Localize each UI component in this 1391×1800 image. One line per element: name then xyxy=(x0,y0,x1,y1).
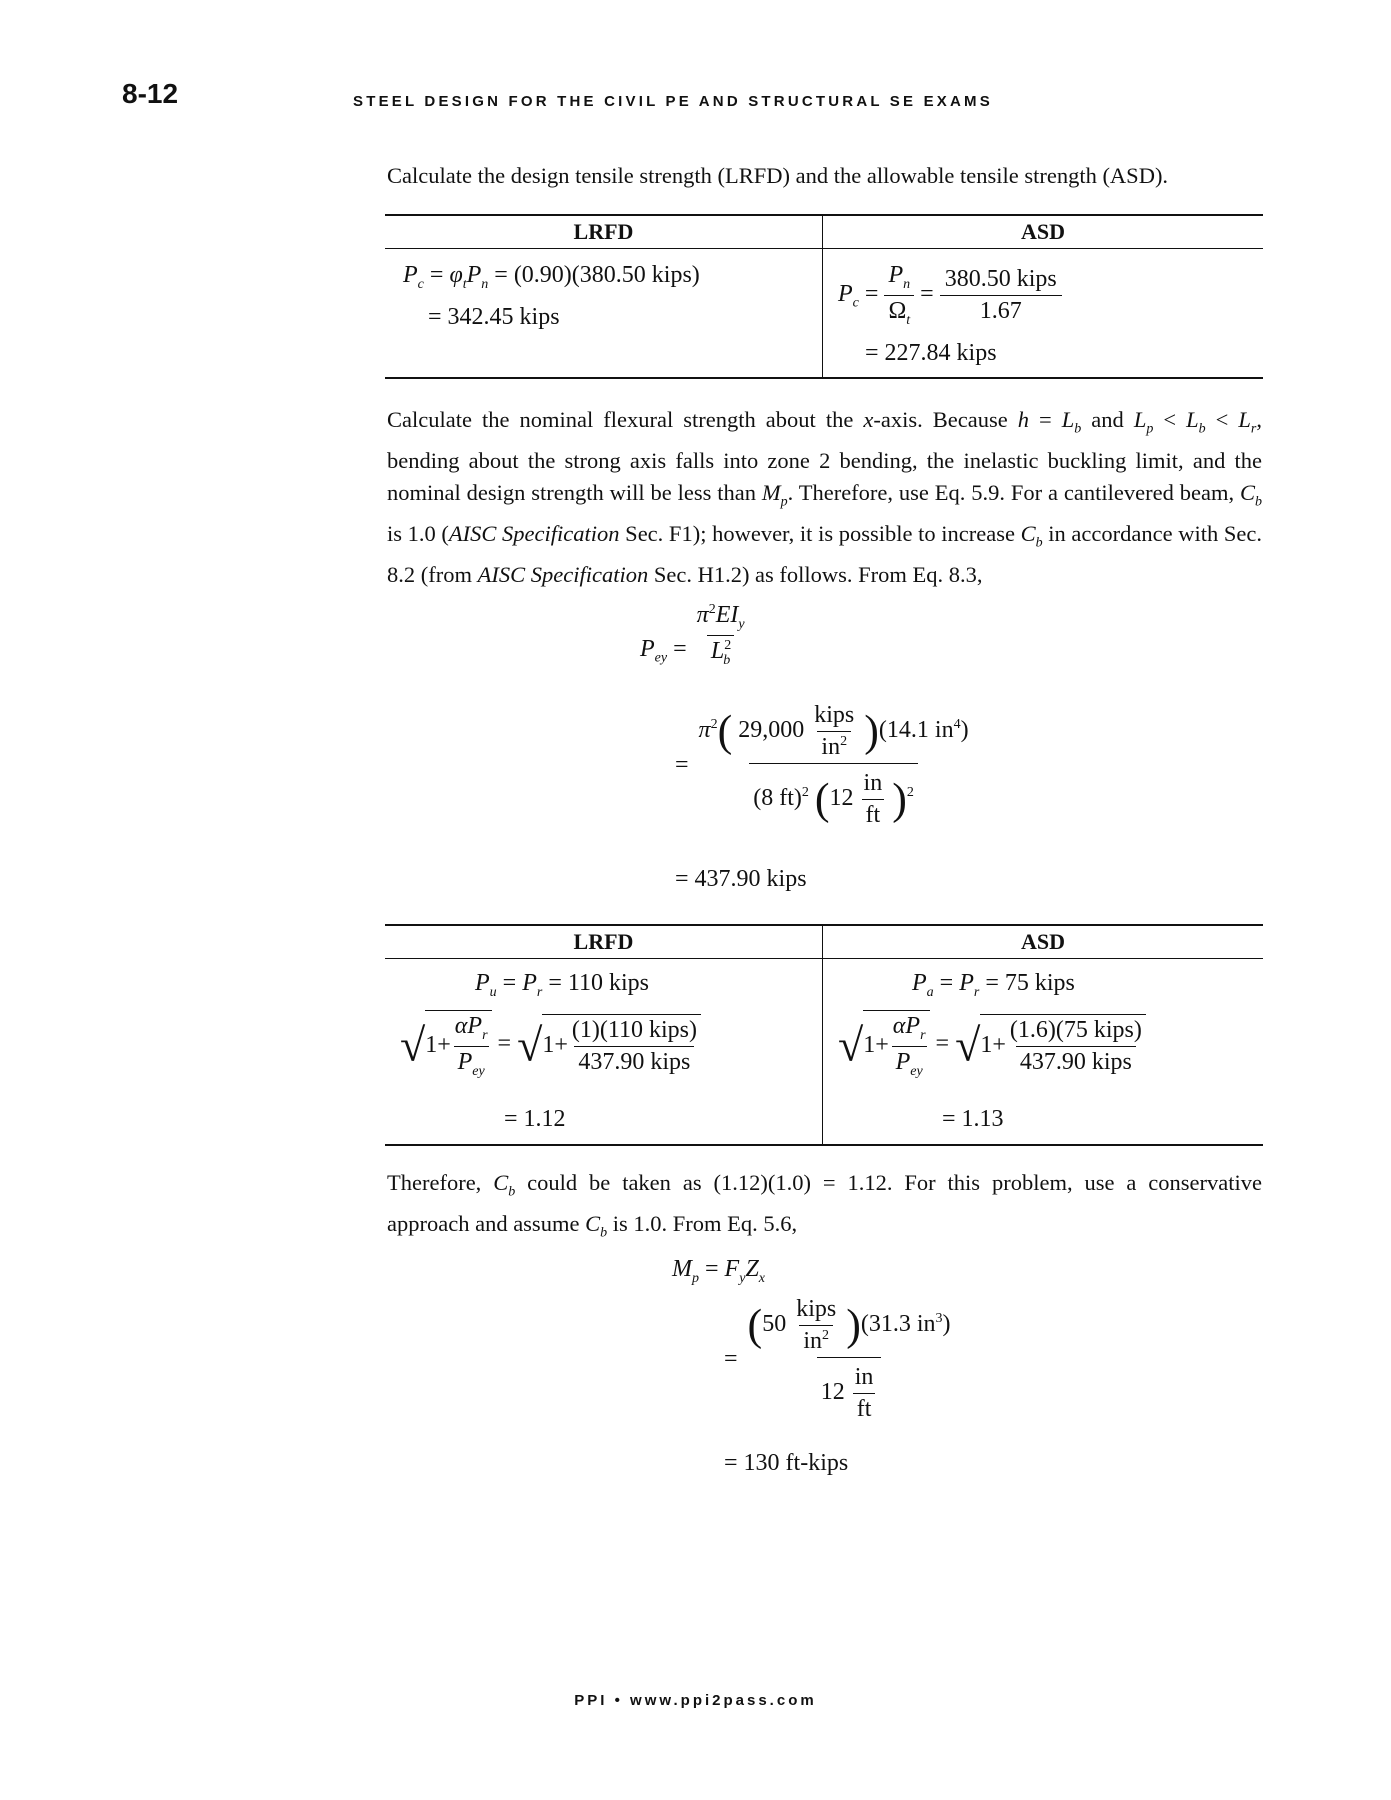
lrfd-amplifier-result: = 1.12 xyxy=(504,1106,566,1132)
asd-amplifier-eq: √1+ $\frac{\alpha P_r}{P_{ey}}$ = √1+ $\frac{\text{(1.6)(75 kips)}}{\text{437.90 kips}}$ xyxy=(838,1010,1146,1080)
cb-paragraph: Therefore, $C_b$ could be taken as (1.12)(1.0) = 1.12. For this problem, use a conservative approach and assume $C_b$ is 1.0. From Eq. 5.6, xyxy=(387,1170,1262,1241)
table1-header-asd: ASD xyxy=(1020,219,1065,244)
lrfd-required-load: $P_u = P_r = 110$ kips xyxy=(475,970,649,1000)
asd-numerator: 380.50 kips xyxy=(944,265,1057,292)
page-footer: PPI • www.ppi2pass.com xyxy=(574,1692,817,1709)
lrfd-result: = 342.45 kips xyxy=(428,304,560,330)
running-title: STEEL DESIGN FOR THE CIVIL PE AND STRUCTURAL SE EXAMS xyxy=(353,93,993,110)
asd-required-load: $P_a = P_r = 75$ kips xyxy=(912,970,1075,1000)
lrfd-amplifier-eq: √1+ $\frac{\alpha P_r}{P_{ey}}$ = √1+ $\frac{\text{(1)(110 kips)}}{\text{437.90 kips}}$ xyxy=(400,1010,701,1080)
asd-denominator: 1.67 xyxy=(940,295,1062,325)
lrfd-design-strength-eq: $P_c = \varphi_tP_n = (0.90)(380.50$ kips) xyxy=(403,262,700,292)
mp-definition: $M_p = F_yZ_x$ xyxy=(672,1256,766,1286)
table2-header-lrfd: LRFD xyxy=(573,929,634,954)
asd-amplifier-result: = 1.13 xyxy=(942,1106,1004,1132)
asd-result: = 227.84 kips xyxy=(865,340,997,366)
pey-result: = 437.90 kips xyxy=(675,866,807,892)
flexural-strength-paragraph: Calculate the nominal flexural strength about the x-axis. Because $h = L_b$ and $L_p < L_b < L_r$, bending about the strong axis falls into zone 2 bending, the inelastic buckling limit, and the nominal design strength will be less than $M_p$. Therefore, use Eq. 5.9. For a cantilevered beam, $C_b$ is 1.0 (AISC Specification Sec. F1); however, it is possible to increase $C_b$ in accordance with Sec. 8.2 (from AISC Specification Sec. H1.2) as follows. From Eq. 8.3, xyxy=(387,407,1262,587)
mp-result: = 130 ft-kips xyxy=(724,1450,849,1476)
table2-header-asd: ASD xyxy=(1020,929,1065,954)
asd-allowable-strength-eq: $P_c$ = $\frac{P_n}{\Omega_t}$ = $\frac{\text{380.50 kips}}{1.67}$ xyxy=(838,262,1062,329)
pey-substitution: = $\pi^2$( 29,000 $\frac{\text{kips}}{in^2}$ )(14.1 $in^4$) (8 ft)$^2$ (12 $\frac{in}{ft}$ )$^2$ xyxy=(675,702,969,828)
lrfd-line1: = (0.90)(380.50 kips) xyxy=(494,262,700,288)
intro-text: Calculate the design tensile strength (LRFD) and the allowable tensile strength (ASD). xyxy=(387,163,1169,188)
pey-lhs: $P_{ey}$ = $\frac{\pi^2EI_y}{L^2_b}$ xyxy=(640,602,745,668)
mp-substitution: = (50 $\frac{\text{kips}}{in^2}$ )(31.3 $in^3$) 12 $\frac{in}{ft}$ xyxy=(724,1296,951,1422)
page-number: 8-12 xyxy=(122,78,179,109)
table1-header-lrfd: LRFD xyxy=(573,219,634,244)
